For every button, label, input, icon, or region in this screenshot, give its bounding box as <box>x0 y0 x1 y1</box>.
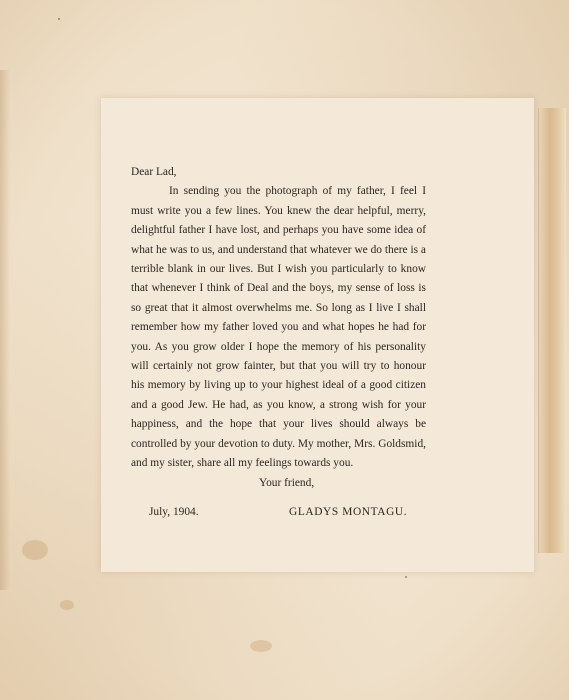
signature: GLADYS MONTAGU. <box>289 505 408 518</box>
signature-row <box>131 503 426 522</box>
foxing-spot <box>22 540 48 560</box>
letter-date: July, 1904. <box>149 505 199 518</box>
right-edge-stain <box>538 108 566 553</box>
foxing-spot <box>60 600 74 610</box>
letter-body: In sending you the photograph of my father, I feel I must write you a few lines. You knew the dear helpful, merry, delightful father I have lost, and perhaps you have some idea of what he was to us, and understand that whatever we do there is a terrible blank in our lives. But I wish you particularly to know that whenever I think of Deal and the boys, my sense of loss is so great that it almost overwhelms me. So long as I live I shall remember how my father loved you and what hopes he had for you. As you grow older I hope the memory of his personality will certainly not grow fainter, but that you will try to honour his memory by living up to your highest ideal of a good citizen and a good Jew. He had, as you know, a strong wish for your happiness, and the hope that your lives should always be controlled by your devotion to duty. My mother, Mrs. Goldsmid, and my sister, share all my feelings towards you. <box>131 185 426 470</box>
foxing-spot <box>250 640 272 652</box>
speck <box>405 576 407 578</box>
speck <box>58 18 60 20</box>
left-edge-discoloration <box>0 70 10 590</box>
salutation: Dear Lad, <box>131 166 177 178</box>
letter-text-block <box>131 163 426 522</box>
closing: Your friend, <box>259 476 315 489</box>
